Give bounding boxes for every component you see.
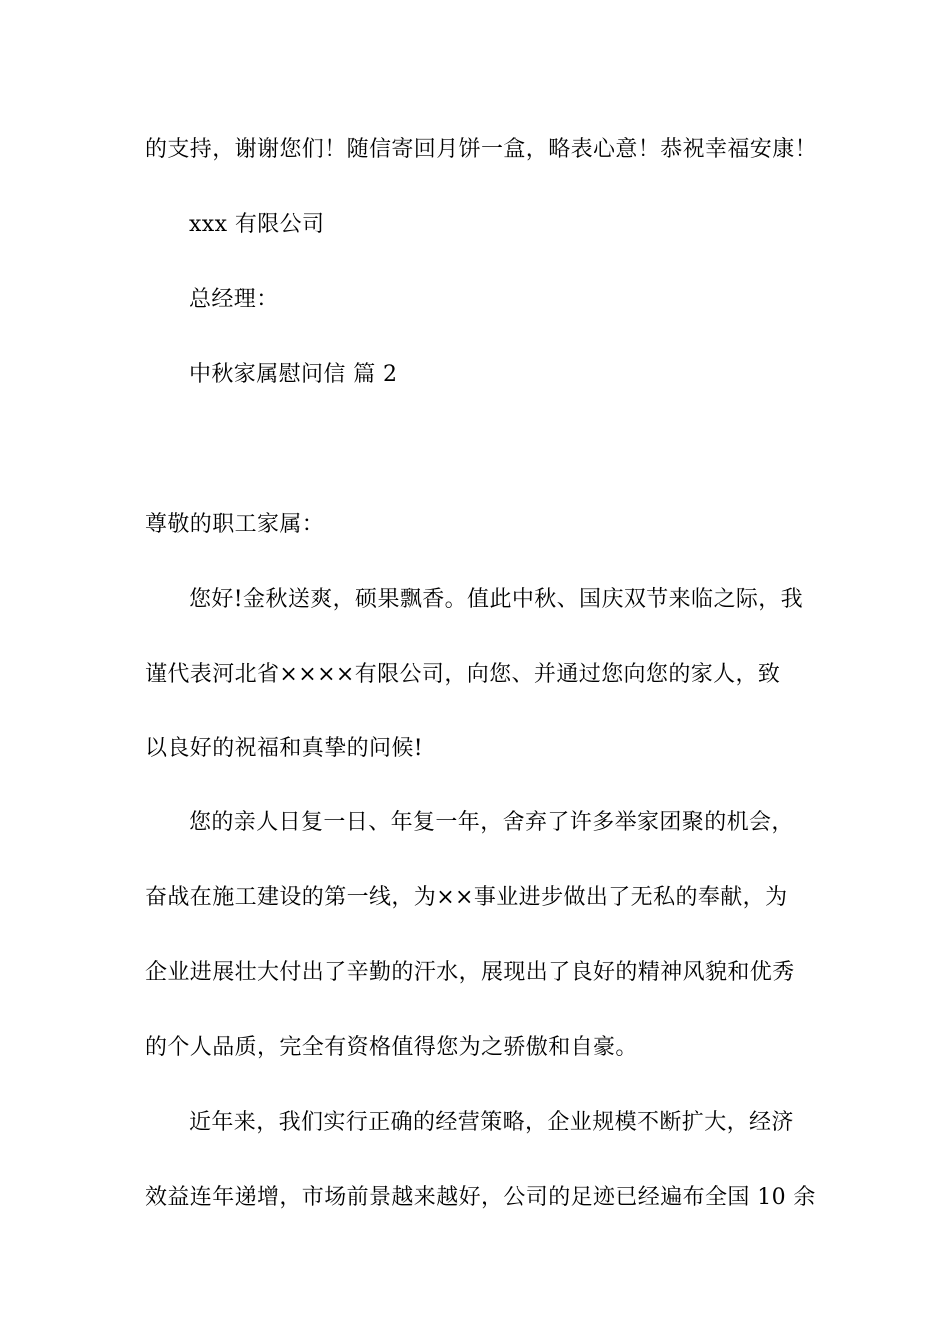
paragraph-1-line-1: 您好!金秋送爽，硕果飘香。值此中秋、国庆双节来临之际，我 — [189, 587, 804, 612]
company-signature: xxx 有限公司 — [189, 212, 325, 237]
closing-line: 的支持，谢谢您们！随信寄回月饼一盒，略表心意！恭祝幸福安康！ — [145, 137, 818, 162]
salutation: 尊敬的职工家属： — [145, 512, 325, 537]
paragraph-2-line-1: 您的亲人日复一日、年复一年，舍弃了许多举家团聚的机会， — [189, 810, 794, 835]
paragraph-1-line-3: 以良好的祝福和真挚的问候! — [145, 736, 424, 761]
paragraph-2-line-4: 的个人品质，完全有资格值得您为之骄傲和自豪。 — [145, 1035, 638, 1060]
paragraph-3-line-1: 近年来，我们实行正确的经营策略，企业规模不断扩大，经济 — [189, 1110, 794, 1135]
section-heading: 中秋家属慰问信 篇 2 — [189, 362, 398, 387]
paragraph-3-line-2: 效益连年递增，市场前景越来越好，公司的足迹已经遍布全国 10 余 — [145, 1185, 816, 1210]
paragraph-1-line-2: 谨代表河北省××××有限公司，向您、并通过您向您的家人，致 — [145, 662, 781, 687]
paragraph-2-line-2: 奋战在施工建设的第一线，为××事业进步做出了无私的奉献，为 — [145, 885, 788, 910]
manager-signature: 总经理： — [189, 287, 279, 312]
paragraph-2-line-3: 企业进展壮大付出了辛勤的汗水，展现出了良好的精神风貌和优秀 — [145, 960, 795, 985]
